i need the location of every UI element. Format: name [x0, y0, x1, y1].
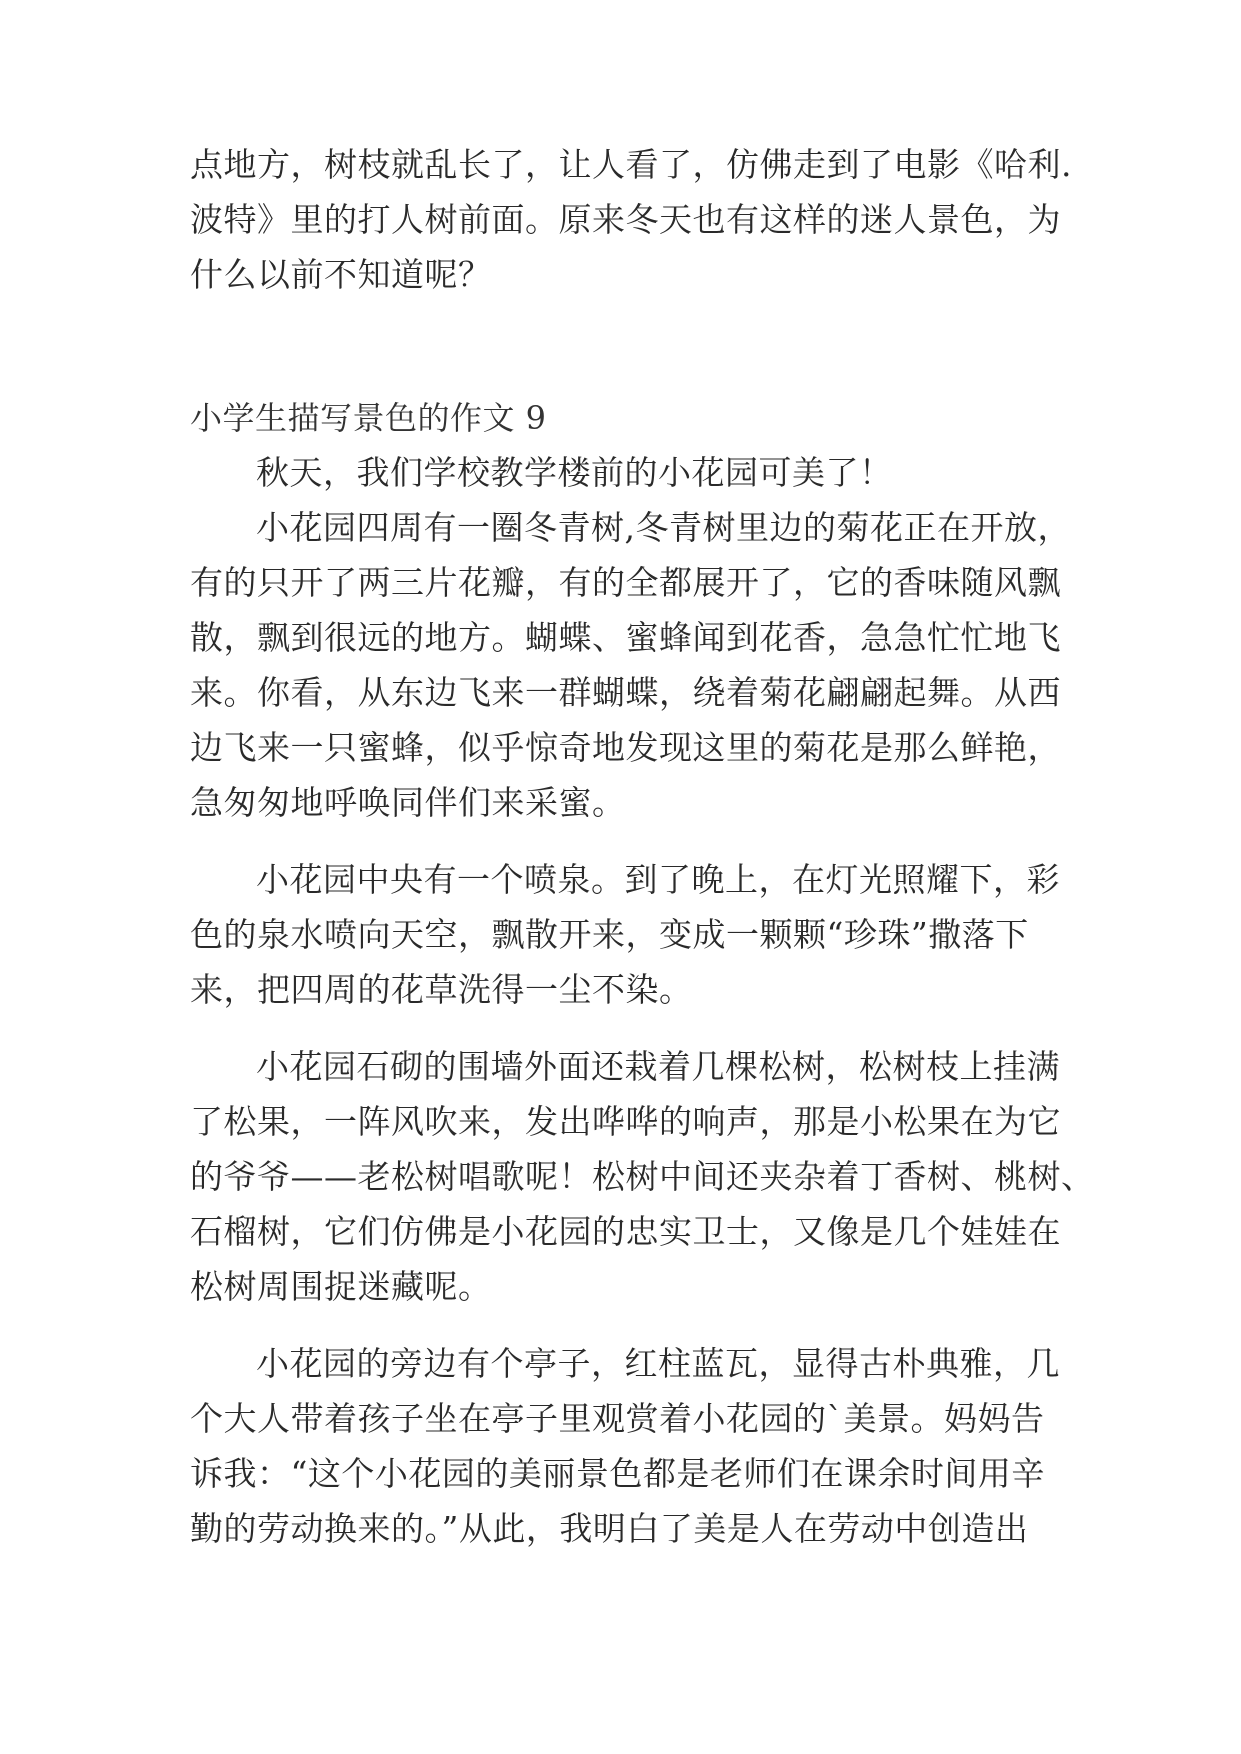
text-line: 散，飘到很远的地方。蝴蝶、蜜蜂闻到花香，急急忙忙地飞 [190, 618, 1061, 657]
text-line: 石榴树，它们仿佛是小花园的忠实卫士，又像是几个娃娃在 [190, 1212, 1061, 1251]
text-line: 色的泉水喷向天空，飘散开来，变成一颗颗“珍珠”撒落下 [190, 915, 1029, 954]
paragraph-first-line: 小花园中央有一个喷泉。到了晚上，在灯光照耀下，彩 [256, 860, 1060, 899]
text-line: 来，把四周的花草洗得一尘不染。 [190, 970, 693, 1009]
text-line: 急匆匆地呼唤同伴们来采蜜。 [190, 783, 626, 822]
text-line: 来。你看，从东边飞来一群蝴蝶，绕着菊花翩翩起舞。从西 [190, 673, 1061, 712]
text-line: 有的只开了两三片花瓣，有的全都展开了，它的香味随风飘 [190, 563, 1061, 602]
paragraph-first-line: 秋天，我们学校教学楼前的小花园可美了！ [256, 453, 893, 492]
text-line: 波特》里的打人树前面。原来冬天也有这样的迷人景色，为 [190, 200, 1061, 239]
text-line: 点地方，树枝就乱长了，让人看了，仿佛走到了电影《哈利. [190, 145, 1072, 184]
text-line: 个大人带着孩子坐在亭子里观赏着小花园的`美景。妈妈告 [190, 1399, 1045, 1438]
text-line: 的爷爷——老松树唱歌呢！松树中间还夹杂着丁香树、桃树、 [190, 1157, 1095, 1196]
paragraph-first-line: 小花园石砌的围墙外面还栽着几棵松树，松树枝上挂满 [256, 1047, 1060, 1086]
text-line: 边飞来一只蜜蜂，似乎惊奇地发现这里的菊花是那么鲜艳， [190, 728, 1061, 767]
text-line: 了松果，一阵风吹来，发出哗哗的响声，那是小松果在为它 [190, 1102, 1061, 1141]
paragraph-first-line: 小花园四周有一圈冬青树,冬青树里边的菊花正在开放， [256, 508, 1071, 547]
text-line: 勤的劳动换来的。”从此，我明白了美是人在劳动中创造出 [190, 1509, 1029, 1548]
section-title: 小学生描写景色的作文 9 [190, 399, 547, 437]
text-line: 什么以前不知道呢？ [190, 255, 492, 294]
text-line: 松树周围捉迷藏呢。 [190, 1267, 492, 1306]
paragraph-first-line: 小花园的旁边有个亭子，红柱蓝瓦，显得古朴典雅，几 [256, 1344, 1060, 1383]
text-line: 诉我：“这个小花园的美丽景色都是老师们在课余时间用辛 [190, 1454, 1045, 1493]
